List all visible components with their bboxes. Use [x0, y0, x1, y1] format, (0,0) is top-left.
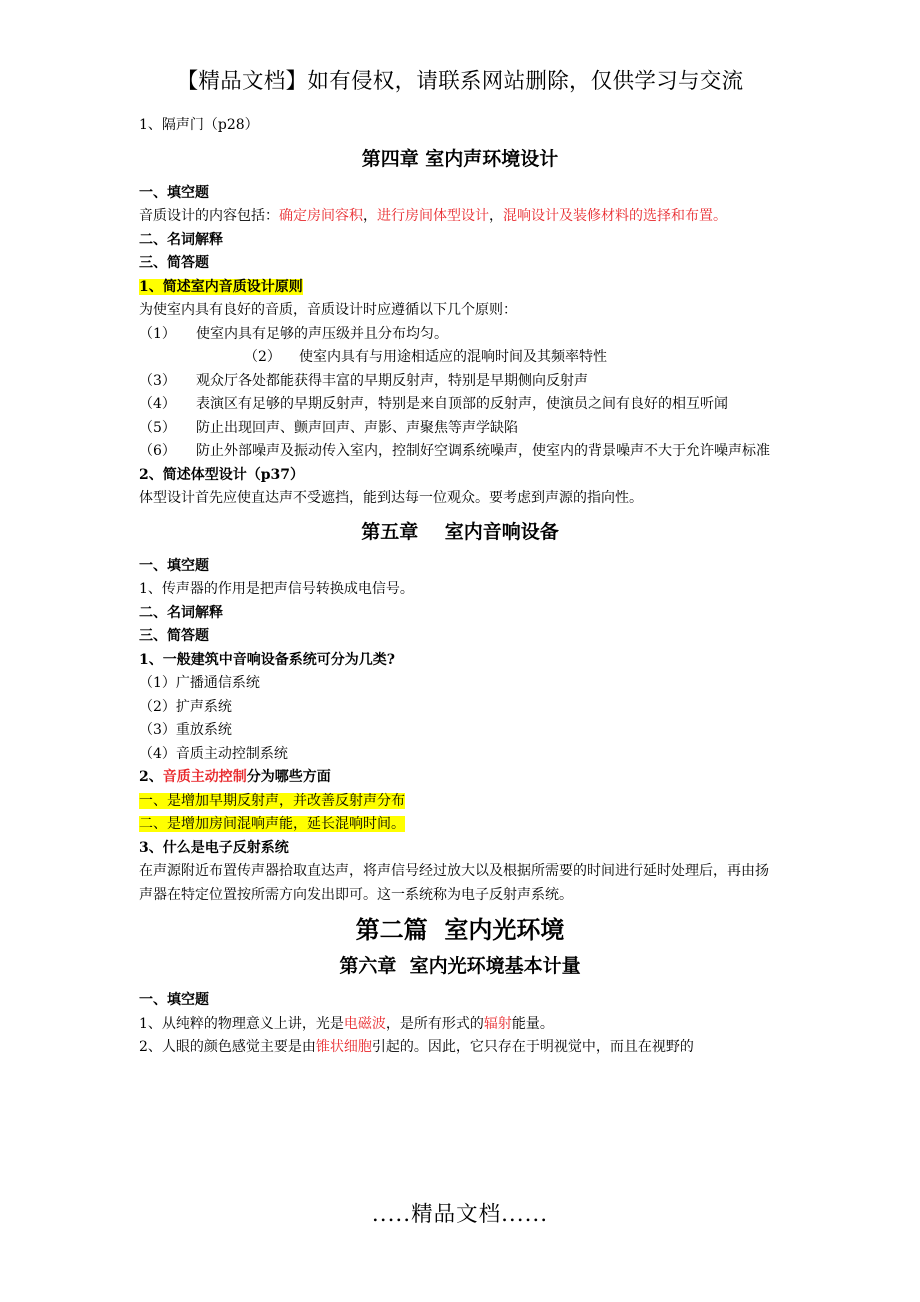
ch5-q1-item: （2）扩声系统 [139, 698, 232, 715]
ch5-q2-answer-text: 二、是增加房间混响声能，延长混响时间。 [139, 816, 405, 832]
ch4-fill-sep-1: ， [363, 208, 377, 224]
ch5-q2-red: 音质主动控制 [162, 769, 247, 785]
ch5-question-3: 3、什么是电子反射系统 [139, 839, 289, 856]
ch5-q2-prefix: 2、 [139, 769, 163, 785]
chapter-5-title: 第五章 室内音响设备 [361, 520, 559, 543]
ch5-question-1: 1、一般建筑中音响设备系统可分为几类? [139, 651, 395, 668]
ch4-question-2: 2、简述体型设计（p37） [139, 466, 305, 483]
item-number: （6） [139, 443, 176, 459]
ch4-q1-item [139, 440, 781, 464]
ch4-q1-item [139, 323, 781, 347]
ch4-q1-item [139, 393, 781, 417]
ch4-q1-item [139, 346, 781, 370]
ch6-f1-c: 能量。 [511, 1015, 554, 1032]
document-body [139, 114, 781, 1060]
ch5-q1-item: （3）重放系统 [139, 722, 232, 738]
ch5-term-heading: 二、名词解释 [139, 604, 223, 621]
page-header: 【精品文档】如有侵权，请联系网站删除，仅供学习与交流 [176, 69, 744, 94]
ch4-short-heading: 三、简答题 [139, 255, 209, 271]
ch4-question-1-text: 1、简述室内音质设计原则 [139, 278, 303, 295]
item-number: （4） [139, 396, 176, 412]
ch4-fill-prefix: 音质设计的内容包括： [139, 208, 279, 224]
ch4-fill-answer-1: 确定房间容积 [279, 208, 363, 224]
ch5-q1-item: （4）音质主动控制系统 [139, 745, 288, 762]
page-footer: .....精品文档...... [371, 1202, 549, 1227]
ch6-f2-a: 2、人眼的颜色感觉主要是由 [139, 1039, 316, 1055]
ch5-q3-answer: 在声源附近布置传声器拾取直达声，将声信号经过放大以及根据所需要的时间进行延时处理后，再由扬声器在特定位置按所需方向发出即可。这一系统称为电子反射声系统。 [139, 863, 769, 903]
ch5-q2-answer [139, 790, 781, 814]
ch4-q1-item [139, 417, 781, 441]
ch4-question-1 [139, 276, 781, 300]
ch5-q1-item: （1）广播通信系统 [139, 675, 260, 691]
chapter-4-title: 第四章 室内声环境设计 [361, 147, 559, 170]
ch4-fill-paragraph [139, 205, 781, 229]
item-number: （2） [244, 349, 281, 365]
ch6-fill-2 [139, 1036, 781, 1060]
ch6-f1-red1: 电磁波 [343, 1015, 386, 1032]
item-number: （3） [139, 372, 176, 389]
ch6-f1-a: 1、从纯粹的物理意义上讲，光是 [139, 1015, 344, 1032]
item-text: 使室内具有足够的声压级并且分布均匀。 [196, 325, 448, 342]
ch5-short-heading: 三、简答题 [139, 628, 209, 644]
prev-item: 1、隔声门（p28） [139, 117, 259, 133]
item-text: 使室内具有与用途相适应的混响时间及其频率特性 [299, 349, 607, 365]
ch4-fill-answer-2: 进行房间体型设计 [377, 208, 489, 224]
ch5-q2-answer-text: 一、是增加早期反射声，并改善反射声分布 [139, 792, 405, 809]
ch5-q2-answer [139, 813, 781, 837]
item-text: 观众厅各处都能获得丰富的早期反射声，特别是早期侧向反射声 [196, 372, 588, 389]
ch4-q1-intro: 为使室内具有良好的音质，音质设计时应遵循以下几个原则： [139, 302, 517, 318]
ch6-fill-1 [139, 1013, 781, 1037]
ch4-fill-heading: 一、填空题 [139, 184, 209, 201]
part-2-title: 第二篇 室内光环境 [355, 915, 565, 944]
ch5-q2-suffix: 分为哪些方面 [246, 769, 331, 785]
chapter-6-title: 第六章 室内光环境基本计量 [339, 955, 581, 977]
ch5-fill-heading: 一、填空题 [139, 557, 209, 574]
ch6-f1-red2: 辐射 [483, 1015, 512, 1032]
item-number: （1） [139, 325, 176, 342]
ch6-f2-red: 锥状细胞 [315, 1039, 372, 1055]
ch6-f2-b: 引起的。因此，它只存在于明视觉中，而且在视野的 [371, 1039, 694, 1055]
ch4-fill-sep-2: ， [489, 208, 503, 224]
ch4-q2-answer: 体型设计首先应使直达声不受遮挡，能到达每一位观众。要考虑到声源的指向性。 [139, 490, 643, 506]
ch4-q1-item [139, 370, 781, 394]
ch4-fill-answer-3: 混响设计及装修材料的选择和布置。 [503, 208, 727, 224]
ch5-fill-1: 1、传声器的作用是把声信号转换成电信号。 [139, 581, 414, 597]
ch5-question-2 [139, 766, 781, 790]
ch4-term-heading: 二、名词解释 [139, 231, 223, 248]
item-text: 防止出现回声、颤声回声、声影、声聚焦等声学缺陷 [196, 419, 518, 436]
item-number: （5） [139, 419, 176, 436]
item-text: 防止外部噪声及振动传入室内，控制好空调系统噪声，使室内的背景噪声不大于允许噪声标准 [196, 443, 770, 459]
ch6-f1-b: ，是所有形式的 [385, 1015, 484, 1032]
ch6-fill-heading: 一、填空题 [139, 992, 209, 1008]
item-text: 表演区有足够的早期反射声，特别是来自顶部的反射声，使演员之间有良好的相互听闻 [196, 396, 728, 412]
